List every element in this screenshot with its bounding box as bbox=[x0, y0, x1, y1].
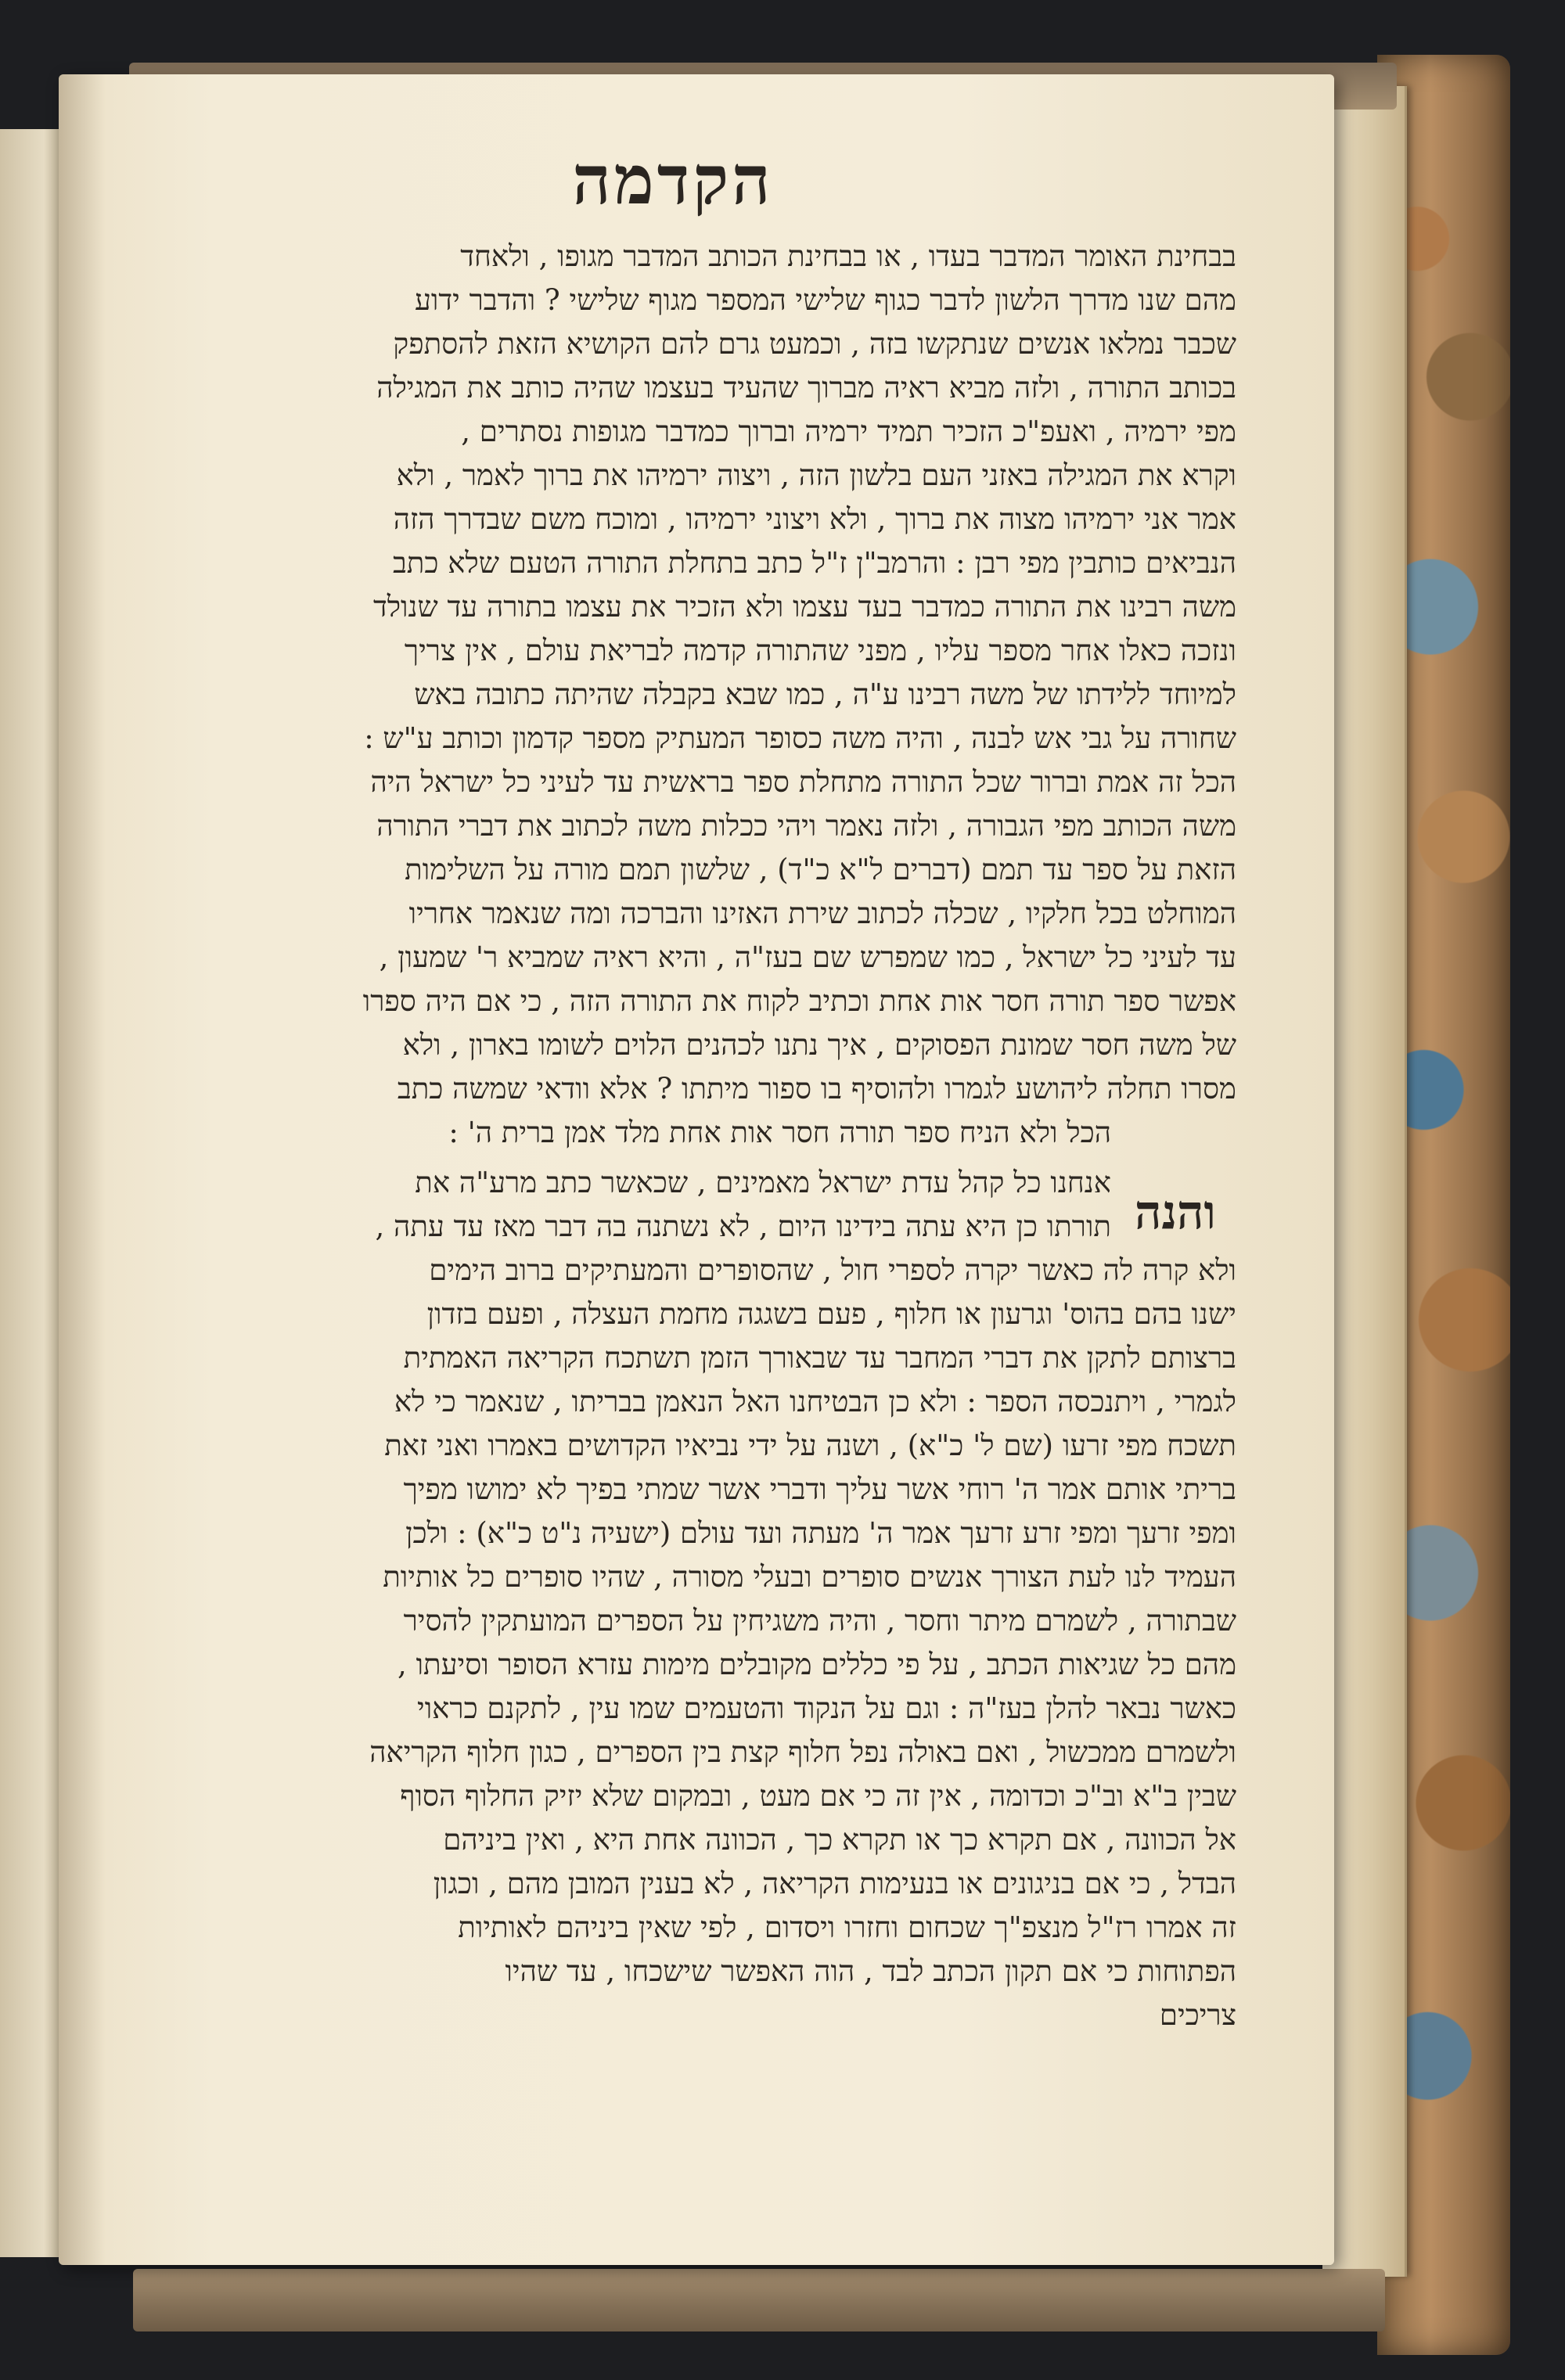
page-text bbox=[133, 235, 1236, 2037]
text-line: ברצותם לתקן את דברי המחבר עד שבאורך הזמן תשתכח הקריאה האמתית bbox=[403, 1341, 1236, 1375]
text-line: ישנו בהם בהוס' וגרעון או חלוף , פעם בשגגה מחמת העצלה , ופעם בזדון bbox=[426, 1297, 1236, 1331]
text-line: שחורה על גבי אש לבנה , והיה משה כסופר המעתיק מספר קדמון וכותב ע"ש : bbox=[364, 721, 1236, 755]
text-line: ולא קרה לה כאשר יקרה לספרי חול , שהסופרים והמעתיקים ברוב הימים bbox=[429, 1253, 1236, 1287]
text-line: של משה חסר שמונת הפסוקים , איך נתנו לכהנים הלוים לשומו בארון , ולא bbox=[402, 1028, 1236, 1062]
text-line: אפשר ספר תורה חסר אות אחת וכתיב לקוח את התורה הזה , כי אם היה ספרו bbox=[362, 984, 1236, 1018]
text-line: ונזכה כאלו אחר מספר עליו , מפני שהתורה קדמה לבריאת עולם , אין צריך bbox=[404, 634, 1236, 667]
text-line: העמיד לנו לעת הצורך אנשים סופרים ובעלי מסורה , שהיו סופרים כל אותיות bbox=[383, 1560, 1236, 1594]
text-line: מסרו תחלה ליהושע לגמרו ולהוסיף בו ספור מיתתו ? אלא וודאי שמשה כתב bbox=[397, 1072, 1236, 1106]
text-line: הנביאים כותבין מפי רבן : והרמב"ן ז"ל כתב בתחלת התורה הטעם שלא כתב bbox=[392, 546, 1236, 580]
text-line: לגמרי , ויתנכסה הספר : ולא כן הבטיחנו האל הנאמן בבריתו , שנאמר כי לא bbox=[394, 1385, 1236, 1418]
opening-word: והנה bbox=[1135, 1185, 1216, 1240]
text-line: מהם כל שגיאות הכתב , על פי כללים מקובלים מימות עזרא הסופר וסיעתו , bbox=[398, 1648, 1236, 1681]
page-gutter-shadow bbox=[59, 74, 106, 2265]
text-line: משה הכותב מפי הגבורה , ולזה נאמר ויהי ככלות משה לכתוב את דברי התורה bbox=[376, 809, 1236, 843]
paragraph-2-first-line: אנחנו כל קהל עדת ישראל מאמינים , שכאשר כתב מרע"ה את bbox=[415, 1166, 1111, 1199]
text-line: עד לעיני כל ישראל , כמו שמפרש שם בעז"ה , והיא ראיה שמביא ר' שמעון , bbox=[379, 940, 1236, 974]
text-line: כאשר נבאר להלן בעז"ה : וגם על הנקוד והטעמים שמו עין , לתקנם כראוי bbox=[417, 1692, 1236, 1725]
paragraph-1 bbox=[133, 235, 1236, 1155]
paragraph-1-last-line: הכל ולא הניח ספר תורה חסר אות אחת מלד אמן ברית ה' : bbox=[448, 1116, 1111, 1149]
text-line: הכל זה אמת וברור שכל התורה מתחלת ספר בראשית עד לעיני כל ישראל היה bbox=[370, 765, 1236, 799]
page-heading: הקדמה bbox=[572, 141, 774, 220]
text-line: ומפי זרעך ומפי זרע זרעך אמר ה' מעתה ועד עולם (ישעיה נ"ט כ"א) : ולכן bbox=[405, 1516, 1236, 1550]
text-line: בבחינת האומר המדבר בעדו , או בבחינת הכותב המדבר מגופו , ולאחד bbox=[460, 239, 1236, 273]
text-line: בכותב התורה , ולזה מביא ראיה מברוך שהעיד בעצמו שהיה כותב את המגילה bbox=[376, 371, 1236, 404]
text-line: זה אמרו רז"ל מנצפ"ך שכחום וחזרו ויסדום , לפי שאין ביניהם לאותיות bbox=[458, 1911, 1236, 1944]
text-line: אמר אני ירמיהו מצוה את ברוך , ולא ויצוני ירמיהו , ומוכח משם שבדרך הזה bbox=[393, 502, 1236, 536]
text-line: למיוחד ללידתו של משה רבינו ע"ה , כמו שבא בקבלה שהיתה כתובה באש bbox=[414, 678, 1236, 711]
text-line: וקרא את המגילה באזני העם בלשון הזה , ויצוה ירמיהו את ברוך לאמר , ולא bbox=[396, 458, 1236, 492]
text-line: הזאת על ספר עד תמם (דברים ל"א כ"ד) , שלשון תמם מורה על השלימות bbox=[405, 853, 1236, 886]
catchword: צריכים bbox=[1159, 1998, 1236, 2032]
text-line: הפתוחות כי אם תקון הכתב לבד , הוה האפשר שישכחו , עד שהיו bbox=[505, 1954, 1236, 1988]
text-line: בריתי אותם אמר ה' רוחי אשר עליך ודברי אשר שמתי בפיך לא ימושו מפיך bbox=[403, 1472, 1236, 1506]
text-line: שבין ב"א וב"כ וכדומה , אין זה כי אם מעט , ובמקום שלא יזיק החלוף הסוף bbox=[400, 1779, 1236, 1813]
text-line: מפי ירמיה , ואעפ"כ הזכיר תמיד ירמיה וברוך כמדבר מגופות נסתרים , bbox=[461, 415, 1236, 448]
text-line: משה רבינו את התורה כמדבר בעד עצמו ולא הזכיר את עצמו בתורה עד שנולד bbox=[372, 590, 1236, 624]
text-line: הבדל , כי אם בניגונים או בנעימות הקריאה , לא בענין המובן מהם , וכגון bbox=[433, 1867, 1236, 1900]
text-line: שכבר נמלאו אנשים שנתקשו בזה , וכמעט גרם להם הקושיא הזאת להסתפק bbox=[393, 327, 1236, 361]
left-page-edge bbox=[0, 129, 63, 2257]
paragraph-2 bbox=[133, 1161, 1236, 1994]
text-line: ולשמרם ממכשול , ואם באולה נפל חלוף קצת בין הספרים , כגון חלוף הקריאה bbox=[369, 1735, 1236, 1769]
page-edges bbox=[1322, 86, 1407, 2277]
text-line: תשכח מפי זרעו (שם ל' כ"א) , ושנה על ידי נביאיו הקדושים באמרו ואני זאת bbox=[384, 1429, 1236, 1462]
cover-edge-bottom bbox=[133, 2269, 1385, 2331]
text-line: תורתו כן היא עתה בידינו היום , לא נשתנה בה דבר מאז עד עתה , bbox=[375, 1210, 1111, 1243]
text-line: המוחלט בכל חלקיו , שכלה לכתוב שירת האזינו והברכה ומה שנאמר אחריו bbox=[408, 897, 1236, 930]
text-line: שבתורה , לשמרם מיתר וחסר , והיה משגיחין על הספרים המועתקין להסיר bbox=[403, 1604, 1236, 1638]
text-line: אל הכוונה , אם תקרא כך או תקרא כך , הכוונה אחת היא , ואין ביניהם bbox=[443, 1823, 1236, 1857]
text-line: מהם שנו מדרך הלשון לדבר כגוף שלישי המספר מגוף שלישי ? והדבר ידוע bbox=[414, 283, 1236, 317]
